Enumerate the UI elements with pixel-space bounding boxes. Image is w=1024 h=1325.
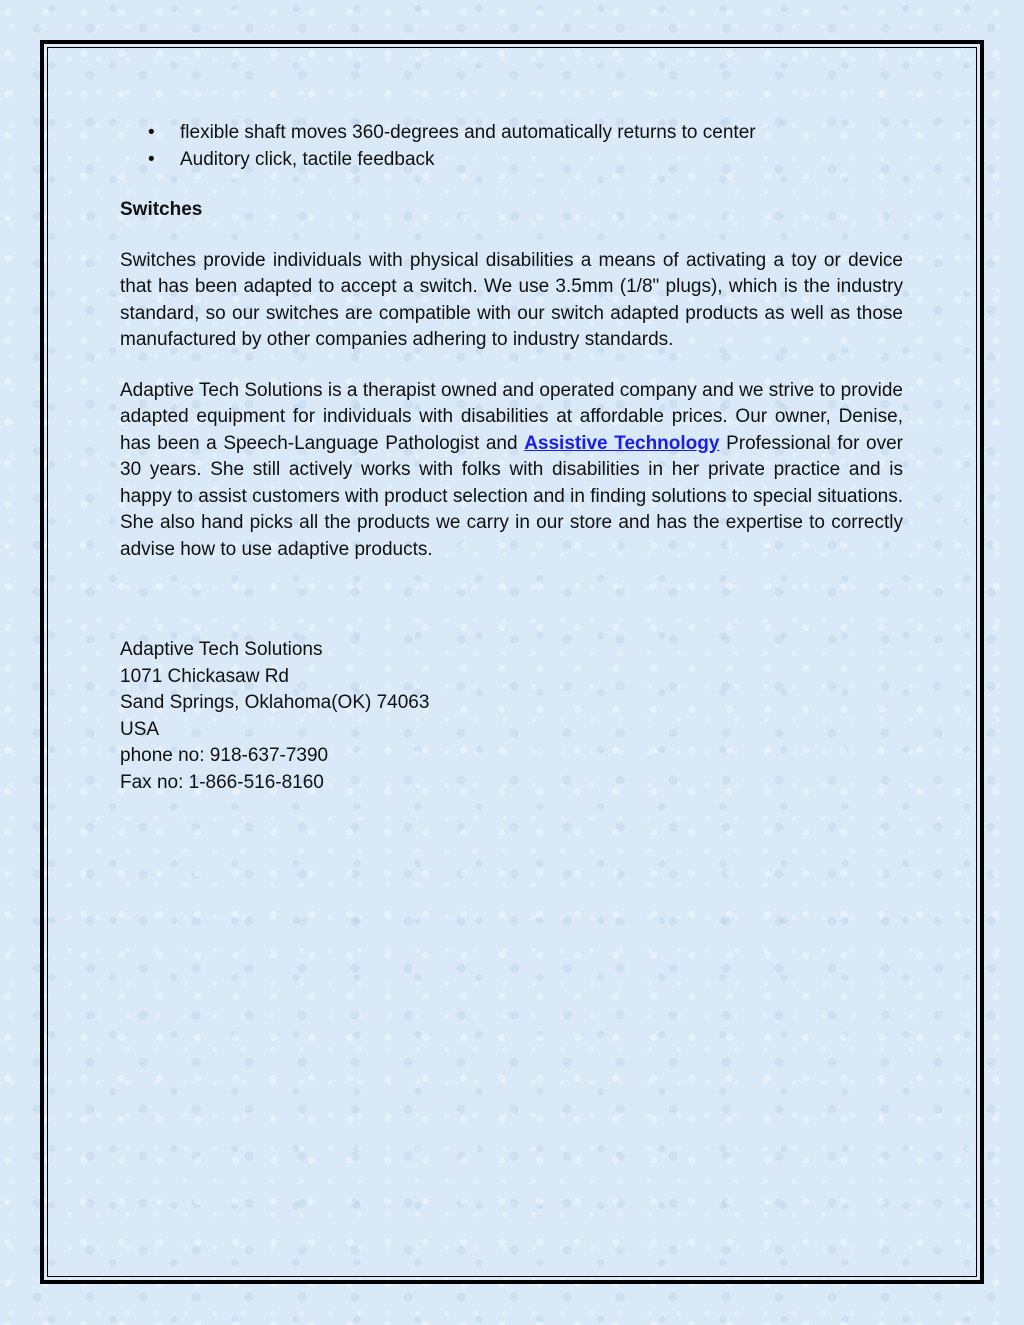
about-text-start: Adaptive Tech Solutions is a therapist owned and operated company and we strive to provide adapted equipment for individuals with disabilities at affordable prices. Our owner, Denise, has been a Speech-Language Pathologist and — [120, 379, 903, 454]
switches-paragraph: Switches provide individuals with physical disabilities a means of activating a toy or device that has been adapted to accept a switch. We use 3.5mm (1/8" plugs), which is the industry standard, so our switches are compatible with our switch adapted products as well as those manufactured by other companies adhering to industry standards. — [120, 249, 903, 350]
document-body — [120, 120, 903, 796]
fax-number: Fax no: 1-866-516-8160 — [120, 771, 324, 793]
company-name: Adaptive Tech Solutions — [120, 639, 323, 660]
contact-address — [120, 637, 903, 796]
feature-list — [120, 120, 903, 173]
assistive-technology-link[interactable]: Assistive Technology — [524, 432, 720, 454]
section-heading: Switches — [120, 199, 203, 220]
list-item: • flexible shaft moves 360-degrees and automatically returns to center — [180, 120, 903, 147]
about-paragraph — [120, 378, 903, 564]
list-item: • Auditory click, tactile feedback — [180, 147, 903, 174]
about-text-end: Professional for over 30 years. She still actively works with folks with disabilities in her private practice and is happy to assist customers with product selection and in finding solutions to special situations. She also hand picks all the products we carry in our store and has the expertise to correctly advise how to use adaptive products. — [120, 432, 903, 560]
street-address: 1071 Chickasaw Rd — [120, 665, 289, 687]
country: USA — [120, 718, 160, 740]
phone-number: phone no: 918-637-7390 — [120, 745, 329, 766]
city-state-zip: Sand Springs, Oklahoma(OK) 74063 — [120, 692, 430, 713]
